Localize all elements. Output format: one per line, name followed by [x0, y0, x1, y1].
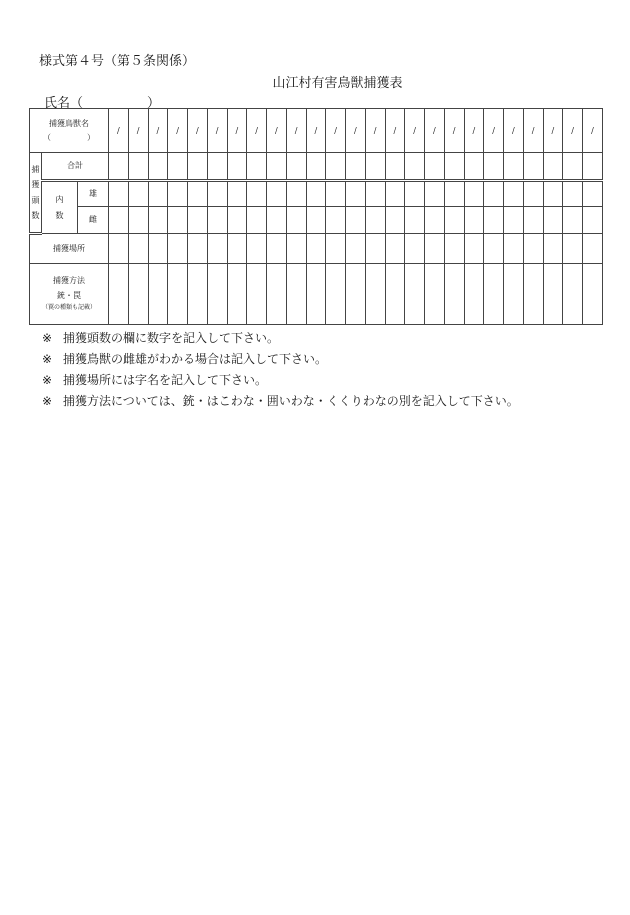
header-row [30, 109, 603, 153]
data-cell[interactable] [425, 264, 445, 325]
date-cell[interactable]: / [168, 109, 188, 153]
date-cell[interactable]: / [346, 109, 366, 153]
place-row [30, 234, 603, 264]
data-cell[interactable] [148, 153, 168, 181]
capture-count-label: 捕 獲 頭 数 [30, 153, 42, 234]
data-cell[interactable] [563, 153, 583, 181]
method-note: （罠の種類も記載） [41, 303, 96, 311]
date-cell[interactable]: / [563, 109, 583, 153]
data-cell[interactable] [405, 207, 425, 234]
data-cell[interactable] [543, 153, 563, 181]
data-cell[interactable] [563, 264, 583, 325]
species-label: 捕獲鳥獣名 [49, 118, 89, 128]
data-cell[interactable] [286, 207, 306, 234]
data-cell[interactable] [168, 153, 188, 181]
data-cell[interactable] [484, 234, 504, 264]
date-cell[interactable]: / [385, 109, 405, 153]
place-label: 捕獲場所 [30, 234, 109, 264]
species-paren: （ ） [43, 133, 95, 142]
data-cell[interactable] [563, 207, 583, 234]
data-cell[interactable] [326, 181, 346, 207]
data-cell[interactable] [405, 234, 425, 264]
data-cell[interactable] [583, 153, 603, 181]
data-cell[interactable] [227, 234, 247, 264]
data-cell[interactable] [267, 153, 287, 181]
data-cell[interactable] [286, 234, 306, 264]
data-cell[interactable] [504, 264, 524, 325]
date-cell[interactable]: / [148, 109, 168, 153]
form-title: 山江村有害鳥獣捕獲表 [272, 76, 403, 91]
data-cell[interactable] [227, 153, 247, 181]
data-cell[interactable] [306, 181, 326, 207]
date-cell[interactable]: / [188, 109, 208, 153]
name-label: 氏名（ [44, 96, 84, 111]
data-cell[interactable] [326, 207, 346, 234]
data-cell[interactable] [385, 207, 405, 234]
data-cell[interactable] [168, 181, 188, 207]
capture-table [29, 108, 603, 325]
data-cell[interactable] [188, 264, 208, 325]
data-cell[interactable] [444, 207, 464, 234]
data-cell[interactable] [543, 264, 563, 325]
date-cell[interactable]: / [444, 109, 464, 153]
method-row [30, 264, 603, 325]
date-cell[interactable]: / [247, 109, 267, 153]
data-cell[interactable] [346, 153, 366, 181]
note-item [42, 370, 519, 391]
date-cell[interactable]: / [207, 109, 227, 153]
data-cell[interactable] [109, 207, 129, 234]
data-cell[interactable] [365, 264, 385, 325]
note-text: 捕獲場所には字名を記入して下さい。 [63, 373, 268, 387]
data-cell[interactable] [405, 264, 425, 325]
note-text: 捕獲方法については、銃・はこわな・囲いわな・くくりわなの別を記入して下さい。 [63, 394, 519, 408]
data-cell[interactable] [365, 207, 385, 234]
total-row [30, 153, 603, 181]
date-cell[interactable]: / [227, 109, 247, 153]
data-cell[interactable] [109, 181, 129, 207]
total-label: 合計 [42, 153, 109, 181]
data-cell[interactable] [168, 264, 188, 325]
date-cell[interactable]: / [306, 109, 326, 153]
data-cell[interactable] [247, 234, 267, 264]
data-cell[interactable] [425, 153, 445, 181]
data-cell[interactable] [148, 264, 168, 325]
method-label: 捕獲方法 [53, 276, 85, 286]
note-text: 捕獲鳥獣の雌雄がわかる場合は記入して下さい。 [63, 352, 328, 366]
data-cell[interactable] [109, 234, 129, 264]
data-cell[interactable] [504, 207, 524, 234]
data-cell[interactable] [346, 207, 366, 234]
data-cell[interactable] [346, 234, 366, 264]
data-cell[interactable] [247, 207, 267, 234]
data-cell[interactable] [247, 181, 267, 207]
data-cell[interactable] [286, 264, 306, 325]
note-mark: ※ [42, 394, 53, 408]
data-cell[interactable] [464, 153, 484, 181]
data-cell[interactable] [444, 153, 464, 181]
data-cell[interactable] [188, 181, 208, 207]
data-cell[interactable] [286, 153, 306, 181]
data-cell[interactable] [188, 207, 208, 234]
breakdown-label: 内 数 [42, 181, 78, 234]
data-cell[interactable] [484, 207, 504, 234]
data-cell[interactable] [365, 181, 385, 207]
data-cell[interactable] [207, 207, 227, 234]
data-cell[interactable] [583, 234, 603, 264]
data-cell[interactable] [227, 264, 247, 325]
data-cell[interactable] [583, 264, 603, 325]
data-cell[interactable] [227, 207, 247, 234]
data-cell[interactable] [425, 234, 445, 264]
data-cell[interactable] [267, 234, 287, 264]
data-cell[interactable] [405, 181, 425, 207]
data-cell[interactable] [385, 264, 405, 325]
data-cell[interactable] [306, 207, 326, 234]
date-cell[interactable]: / [365, 109, 385, 153]
data-cell[interactable] [385, 153, 405, 181]
date-cell[interactable]: / [405, 109, 425, 153]
data-cell[interactable] [504, 181, 524, 207]
species-header-cell [30, 109, 109, 153]
date-cell[interactable]: / [267, 109, 287, 153]
data-cell[interactable] [326, 234, 346, 264]
data-cell[interactable] [306, 264, 326, 325]
form-reference: 様式第４号（第５条関係） [39, 54, 196, 69]
data-cell[interactable] [543, 207, 563, 234]
note-mark: ※ [42, 331, 53, 345]
note-item [42, 349, 519, 370]
data-cell[interactable] [207, 234, 227, 264]
date-cell[interactable]: / [286, 109, 306, 153]
data-cell[interactable] [523, 153, 543, 181]
data-cell[interactable] [425, 181, 445, 207]
data-cell[interactable] [365, 234, 385, 264]
date-cell[interactable]: / [543, 109, 563, 153]
male-label: 雄 [78, 181, 109, 207]
data-cell[interactable] [385, 234, 405, 264]
data-cell[interactable] [444, 264, 464, 325]
data-cell[interactable] [484, 264, 504, 325]
data-cell[interactable] [148, 207, 168, 234]
data-cell[interactable] [109, 153, 129, 181]
date-cell[interactable]: / [523, 109, 543, 153]
data-cell[interactable] [385, 181, 405, 207]
data-cell[interactable] [583, 207, 603, 234]
note-mark: ※ [42, 373, 53, 387]
date-cell[interactable]: / [109, 109, 129, 153]
data-cell[interactable] [464, 207, 484, 234]
data-cell[interactable] [543, 234, 563, 264]
data-cell[interactable] [267, 207, 287, 234]
data-cell[interactable] [464, 264, 484, 325]
data-cell[interactable] [207, 181, 227, 207]
name-close: ） [147, 96, 161, 111]
data-cell[interactable] [563, 181, 583, 207]
data-cell[interactable] [504, 234, 524, 264]
data-cell[interactable] [168, 207, 188, 234]
data-cell[interactable] [346, 264, 366, 325]
data-cell[interactable] [286, 181, 306, 207]
data-cell[interactable] [523, 181, 543, 207]
data-cell[interactable] [346, 181, 366, 207]
note-text: 捕獲頭数の欄に数字を記入して下さい。 [63, 331, 280, 345]
data-cell[interactable] [543, 181, 563, 207]
data-cell[interactable] [128, 181, 148, 207]
data-cell[interactable] [207, 153, 227, 181]
data-cell[interactable] [247, 264, 267, 325]
data-cell[interactable] [128, 153, 148, 181]
data-cell[interactable] [405, 153, 425, 181]
date-cell[interactable]: / [464, 109, 484, 153]
date-cell[interactable]: / [425, 109, 445, 153]
data-cell[interactable] [563, 234, 583, 264]
note-item [42, 328, 519, 349]
data-cell[interactable] [247, 153, 267, 181]
data-cell[interactable] [444, 234, 464, 264]
data-cell[interactable] [168, 234, 188, 264]
data-cell[interactable] [306, 153, 326, 181]
notes-list [42, 328, 519, 412]
date-cell[interactable]: / [326, 109, 346, 153]
data-cell[interactable] [326, 153, 346, 181]
data-cell[interactable] [128, 234, 148, 264]
female-row [30, 207, 603, 234]
date-cell[interactable]: / [504, 109, 524, 153]
data-cell[interactable] [148, 234, 168, 264]
note-mark: ※ [42, 352, 53, 366]
data-cell[interactable] [425, 207, 445, 234]
data-cell[interactable] [484, 181, 504, 207]
data-cell[interactable] [504, 153, 524, 181]
data-cell[interactable] [128, 264, 148, 325]
data-cell[interactable] [306, 234, 326, 264]
data-cell[interactable] [484, 153, 504, 181]
data-cell[interactable] [444, 181, 464, 207]
data-cell[interactable] [109, 264, 129, 325]
data-cell[interactable] [523, 207, 543, 234]
data-cell[interactable] [326, 264, 346, 325]
method-label-cell [30, 264, 109, 325]
data-cell[interactable] [365, 153, 385, 181]
note-item [42, 391, 519, 412]
data-cell[interactable] [583, 181, 603, 207]
data-cell[interactable] [188, 153, 208, 181]
data-cell[interactable] [464, 234, 484, 264]
data-cell[interactable] [148, 181, 168, 207]
male-row [30, 181, 603, 207]
data-cell[interactable] [188, 234, 208, 264]
data-cell[interactable] [227, 181, 247, 207]
data-cell[interactable] [207, 264, 227, 325]
data-cell[interactable] [128, 207, 148, 234]
data-cell[interactable] [267, 264, 287, 325]
data-cell[interactable] [523, 234, 543, 264]
method-sub: 銃・罠 [57, 290, 81, 300]
date-cell[interactable]: / [583, 109, 603, 153]
data-cell[interactable] [523, 264, 543, 325]
female-label: 雌 [78, 207, 109, 234]
data-cell[interactable] [267, 181, 287, 207]
date-cell[interactable]: / [484, 109, 504, 153]
date-cell[interactable]: / [128, 109, 148, 153]
data-cell[interactable] [464, 181, 484, 207]
